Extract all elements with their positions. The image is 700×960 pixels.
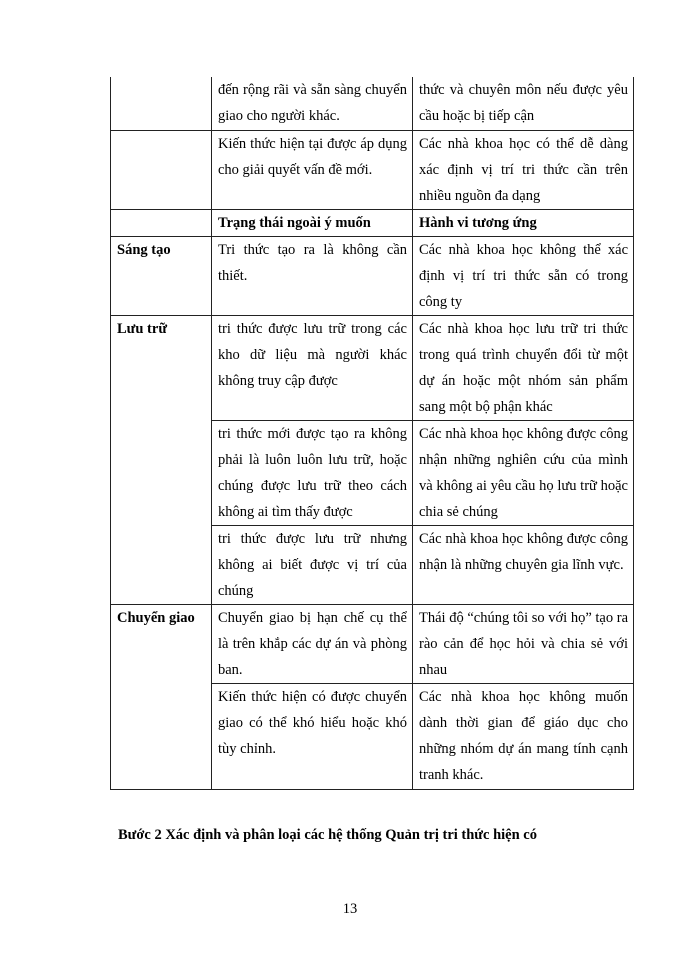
behavior-cell: Các nhà khoa học lưu trữ tri thức trong quá trình chuyển đổi từ một dự án hoặc một nhóm sản phẩm sang một bộ phận khác bbox=[413, 315, 634, 420]
stage-label: Lưu trữ bbox=[111, 315, 212, 604]
behavior-cell: thức và chuyên môn nếu được yêu cầu hoặc bị tiếp cận bbox=[413, 77, 634, 130]
state-cell: tri thức mới được tạo ra không phải là luôn luôn lưu trữ, hoặc chúng được lưu trữ theo cách không ai tìm thấy được bbox=[212, 420, 413, 525]
knowledge-issues-table bbox=[110, 77, 634, 790]
state-cell: Kiến thức hiện tại được áp dụng cho giải quyết vấn đề mới. bbox=[212, 130, 413, 209]
behavior-header: Hành vi tương ứng bbox=[413, 209, 634, 236]
table-row bbox=[111, 130, 634, 209]
behavior-cell: Các nhà khoa học không muốn dành thời gian để giáo dục cho những nhóm dự án mang tính cạnh tranh khác. bbox=[413, 683, 634, 789]
behavior-cell: Các nhà khoa học không được công nhận những nghiên cứu của mình và không ai yêu cầu họ lưu trữ hoặc chia sẻ chúng bbox=[413, 420, 634, 525]
table-row bbox=[111, 236, 634, 315]
state-cell: tri thức được lưu trữ nhưng không ai biết được vị trí của chúng bbox=[212, 525, 413, 604]
stage-label: Chuyển giao bbox=[111, 604, 212, 789]
stage-cell bbox=[111, 77, 212, 130]
table-header-row bbox=[111, 209, 634, 236]
section-heading: Bước 2 Xác định và phân loại các hệ thống Quản trị tri thức hiện có bbox=[118, 827, 537, 843]
state-header: Trạng thái ngoài ý muốn bbox=[212, 209, 413, 236]
state-cell: Kiến thức hiện có được chuyển giao có thể khó hiểu hoặc khó tùy chỉnh. bbox=[212, 683, 413, 789]
state-cell: đến rộng rãi và sẵn sàng chuyển giao cho người khác. bbox=[212, 77, 413, 130]
table-row bbox=[111, 77, 634, 130]
behavior-cell: Các nhà khoa học không được công nhận là những chuyên gia lĩnh vực. bbox=[413, 525, 634, 604]
stage-header bbox=[111, 209, 212, 236]
stage-label: Sáng tạo bbox=[111, 236, 212, 315]
state-cell: tri thức được lưu trữ trong các kho dữ liệu mà người khác không truy cập được bbox=[212, 315, 413, 420]
behavior-cell: Thái độ “chúng tôi so với họ” tạo ra rào cản để học hỏi và chia sẻ với nhau bbox=[413, 604, 634, 683]
state-cell: Chuyển giao bị hạn chế cụ thể là trên khắp các dự án và phòng ban. bbox=[212, 604, 413, 683]
table-row bbox=[111, 604, 634, 683]
page-number: 13 bbox=[342, 901, 358, 917]
state-cell: Tri thức tạo ra là không cần thiết. bbox=[212, 236, 413, 315]
behavior-cell: Các nhà khoa học không thể xác định vị trí tri thức sẵn có trong công ty bbox=[413, 236, 634, 315]
table-row bbox=[111, 315, 634, 420]
behavior-cell: Các nhà khoa học có thể dễ dàng xác định vị trí tri thức cần trên nhiều nguồn đa dạng bbox=[413, 130, 634, 209]
stage-cell bbox=[111, 130, 212, 209]
